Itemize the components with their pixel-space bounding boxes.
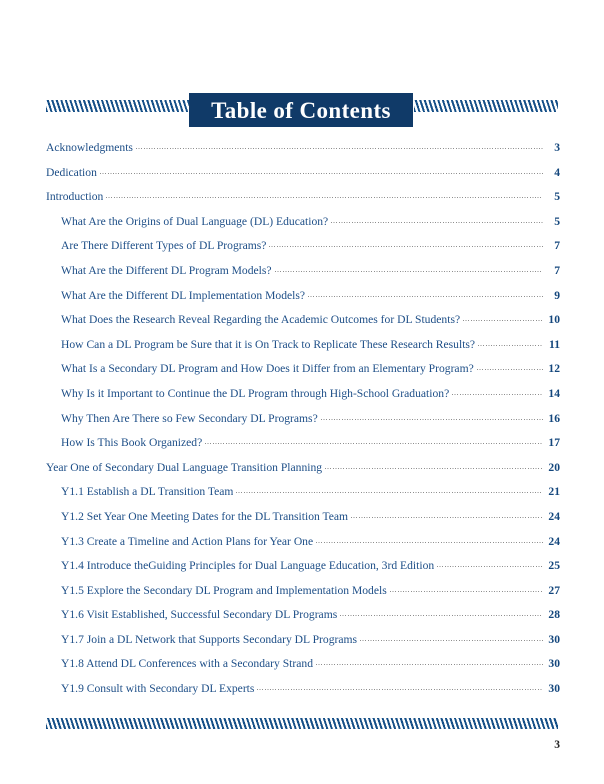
toc-leader-dots <box>106 189 543 200</box>
toc-entry-title: Y1.9 Consult with Secondary DL Experts <box>61 682 255 696</box>
toc-entry[interactable] <box>46 411 560 436</box>
toc-leader-dots <box>325 460 543 471</box>
toc-entry-title: Y1.3 Create a Timeline and Action Plans for Year One <box>61 534 314 548</box>
toc-entry-page-number: 7 <box>554 263 560 277</box>
toc-leader-dots <box>390 583 543 594</box>
toc-leader-dots <box>437 558 543 569</box>
toc-entry-page-number: 24 <box>548 509 560 523</box>
toc-leader-dots <box>316 534 543 545</box>
toc-entry-page-number: 24 <box>548 534 560 548</box>
toc-leader-dots <box>275 263 543 274</box>
toc-entry[interactable] <box>46 263 560 288</box>
toc-entry[interactable] <box>46 214 560 239</box>
toc-entry[interactable] <box>46 386 560 411</box>
toc-entry[interactable] <box>46 189 560 214</box>
toc-entry[interactable] <box>46 583 560 608</box>
toc-entry[interactable] <box>46 435 560 460</box>
toc-leader-dots <box>340 607 543 618</box>
toc-entry[interactable] <box>46 509 560 534</box>
toc-leader-dots <box>321 411 543 422</box>
toc-entry[interactable] <box>46 460 560 485</box>
toc-entry-page-number: 5 <box>554 214 560 228</box>
toc-entry-page-number: 7 <box>554 239 560 253</box>
toc-entry-title: What Does the Research Reveal Regarding the Academic Outcomes for DL Students? <box>61 313 461 327</box>
toc-entry-title: Y1.1 Establish a DL Transition Team <box>61 485 234 499</box>
toc-entry-page-number: 5 <box>554 190 560 204</box>
toc-entry-title: What Are the Origins of Dual Language (DL) Education? <box>61 214 329 228</box>
toc-entry[interactable] <box>46 681 560 706</box>
toc-entry-page-number: 30 <box>548 632 560 646</box>
toc-entry-page-number: 30 <box>548 682 560 696</box>
toc-leader-dots <box>136 140 543 151</box>
toc-entry-page-number: 9 <box>554 288 560 302</box>
toc-entry-title: Y1.4 Introduce the <box>61 559 149 573</box>
toc-leader-dots <box>360 632 543 643</box>
toc-leader-dots <box>478 337 543 348</box>
toc-entry[interactable] <box>46 337 560 362</box>
toc-entry-page-number: 21 <box>548 485 560 499</box>
toc-entry-title: What Is a Secondary DL Program and How Does it Differ from an Elementary Program? <box>61 362 474 376</box>
toc-entry-page-number: 10 <box>548 313 560 327</box>
toc-leader-dots <box>100 165 543 176</box>
toc-entry[interactable] <box>46 140 560 165</box>
toc-entry-page-number: 14 <box>548 386 560 400</box>
toc-leader-dots <box>331 214 543 225</box>
toc-leader-dots <box>269 238 543 249</box>
toc-entry-page-number: 17 <box>548 436 560 450</box>
toc-entry[interactable] <box>46 165 560 190</box>
page-title: Table of Contents <box>211 97 391 123</box>
toc-entry-title: Y1.6 Visit Established, Successful Secondary DL Programs <box>61 608 338 622</box>
toc-entry[interactable] <box>46 361 560 386</box>
toc-entry[interactable] <box>46 484 560 509</box>
toc-entry-title: Y1.5 Explore the Secondary DL Program and Implementation Models <box>61 583 387 597</box>
toc-entry-title: Why Then Are There so Few Secondary DL Programs? <box>61 411 318 425</box>
toc-entry[interactable] <box>46 656 560 681</box>
toc-entry-title: What Are the Different DL Program Models? <box>61 263 272 277</box>
toc-entry-title: Year One of Secondary Dual Language Transition Planning <box>46 460 323 474</box>
toc-entry-title: Acknowledgments <box>46 141 133 154</box>
toc-entry[interactable] <box>46 607 560 632</box>
toc-entry-page-number: 12 <box>548 362 560 376</box>
toc-leader-dots <box>308 288 543 299</box>
page-title-box <box>189 93 413 127</box>
toc-entry-page-number: 30 <box>548 657 560 671</box>
hatched-rule-right <box>414 100 558 112</box>
toc-entry-title-italic: Guiding Principles for Dual Language Education, 3rd Edition <box>148 559 435 573</box>
toc-entry[interactable] <box>46 558 560 583</box>
toc-entry-page-number: 3 <box>554 141 560 154</box>
page-number-folio: 3 <box>554 739 560 751</box>
hatched-rule-footer <box>46 718 558 729</box>
toc-entry[interactable] <box>46 632 560 657</box>
toc-leader-dots <box>463 312 543 323</box>
toc-leader-dots <box>205 435 543 446</box>
hatched-rule-left <box>46 100 189 112</box>
toc-entry-page-number: 11 <box>549 337 560 351</box>
toc-entry[interactable] <box>46 238 560 263</box>
toc-entry-title: Y1.8 Attend DL Conferences with a Secondary Strand <box>61 657 313 671</box>
toc-entry-title: Y1.7 Join a DL Network that Supports Secondary DL Programs <box>61 632 358 646</box>
toc-entry-title: Are There Different Types of DL Programs? <box>61 239 267 253</box>
toc-entry-title: What Are the Different DL Implementation Models? <box>61 288 306 302</box>
toc-entry[interactable] <box>46 534 560 559</box>
toc-list <box>46 140 560 706</box>
toc-leader-dots <box>316 656 543 667</box>
toc-entry-title: Why Is it Important to Continue the DL Program through High-School Graduation? <box>61 386 450 400</box>
toc-leader-dots <box>477 361 543 372</box>
toc-entry-title: How Is This Book Organized? <box>61 436 203 450</box>
toc-leader-dots <box>452 386 543 397</box>
toc-entry[interactable] <box>46 288 560 313</box>
toc-entry-page-number: 28 <box>548 608 560 622</box>
toc-leader-dots <box>257 681 543 692</box>
toc-entry-page-number: 25 <box>548 559 560 573</box>
toc-entry-title: Dedication <box>46 165 97 179</box>
toc-entry-title: Introduction <box>46 190 104 204</box>
toc-entry[interactable] <box>46 312 560 337</box>
toc-leader-dots <box>351 509 543 520</box>
toc-entry-page-number: 27 <box>548 583 560 597</box>
toc-entry-page-number: 16 <box>548 411 560 425</box>
toc-leader-dots <box>236 484 543 495</box>
toc-entry-page-number: 20 <box>548 460 560 474</box>
toc-entry-title: Y1.2 Set Year One Meeting Dates for the DL Transition Team <box>61 509 349 523</box>
toc-entry-page-number: 4 <box>554 165 560 179</box>
toc-entry-title: How Can a DL Program be Sure that it is On Track to Replicate These Research Results? <box>61 337 476 351</box>
